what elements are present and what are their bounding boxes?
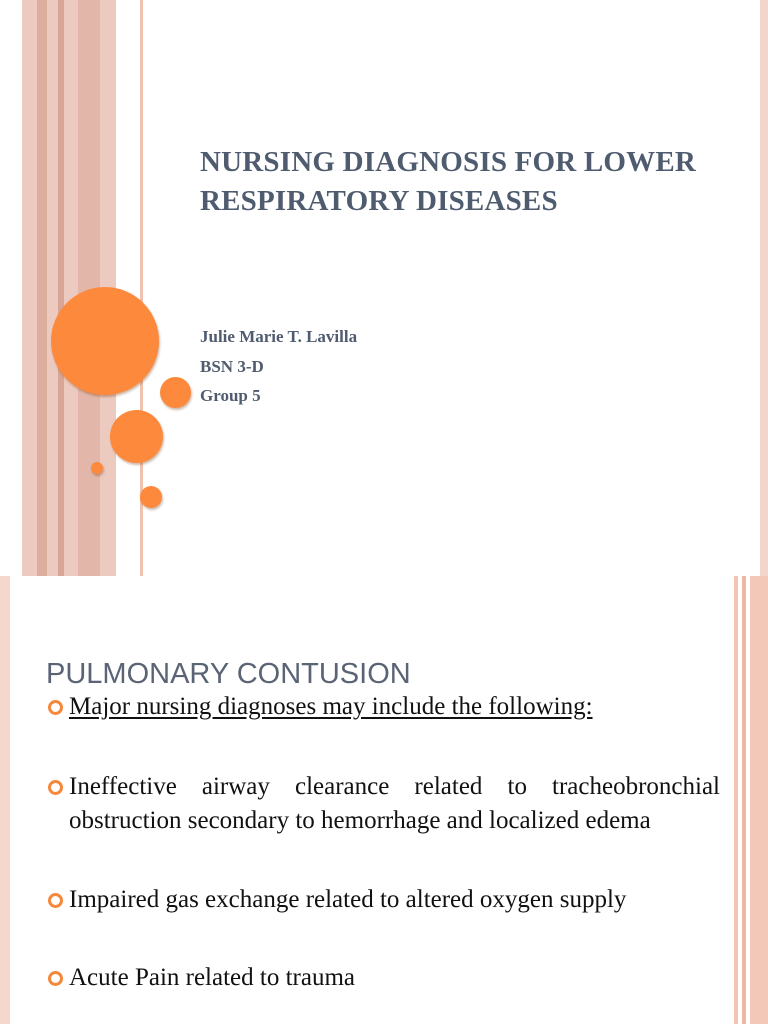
decorative-stripe <box>734 576 738 1024</box>
bullet-icon <box>48 971 63 986</box>
decorative-circle <box>160 377 191 408</box>
decorative-circle <box>51 287 159 395</box>
bullet-text: Acute Pain related to trauma <box>69 964 355 991</box>
decorative-stripe <box>0 576 10 1024</box>
bullet-text: Impaired gas exchange related to altered oxygen supply <box>69 886 627 913</box>
group-label: Group 5 <box>200 386 261 405</box>
bullet-icon <box>48 780 63 795</box>
decorative-circle <box>140 486 162 508</box>
content-slide <box>0 576 768 1024</box>
slide-heading: PULMONARY CONTUSION <box>46 658 411 690</box>
decorative-stripe <box>750 576 768 1024</box>
decorative-stripe <box>742 576 746 1024</box>
bullet-icon <box>48 700 63 715</box>
bullet-icon <box>48 893 63 908</box>
slide-subtitle <box>200 322 357 411</box>
decorative-circle <box>91 462 103 474</box>
slide-title: NURSING DIAGNOSIS FOR LOWER RESPIRATORY DISEASES <box>200 146 697 217</box>
bullet-text: Major nursing diagnoses may include the following: <box>69 693 593 720</box>
decorative-stripe <box>37 0 47 576</box>
decorative-stripe <box>760 0 768 576</box>
bullet-item <box>46 961 720 995</box>
bullet-text: Ineffective airway clearance related to tracheobronchial obstruction secondary to hemorrhage and localized edema <box>69 773 720 834</box>
bullet-item <box>46 770 720 838</box>
bullet-item <box>46 883 720 917</box>
bullet-item <box>46 690 720 724</box>
decorative-stripe <box>58 0 64 576</box>
decorative-circle <box>110 410 163 463</box>
author-name: Julie Marie T. Lavilla <box>200 327 358 346</box>
section-label: BSN 3-D <box>200 356 264 376</box>
